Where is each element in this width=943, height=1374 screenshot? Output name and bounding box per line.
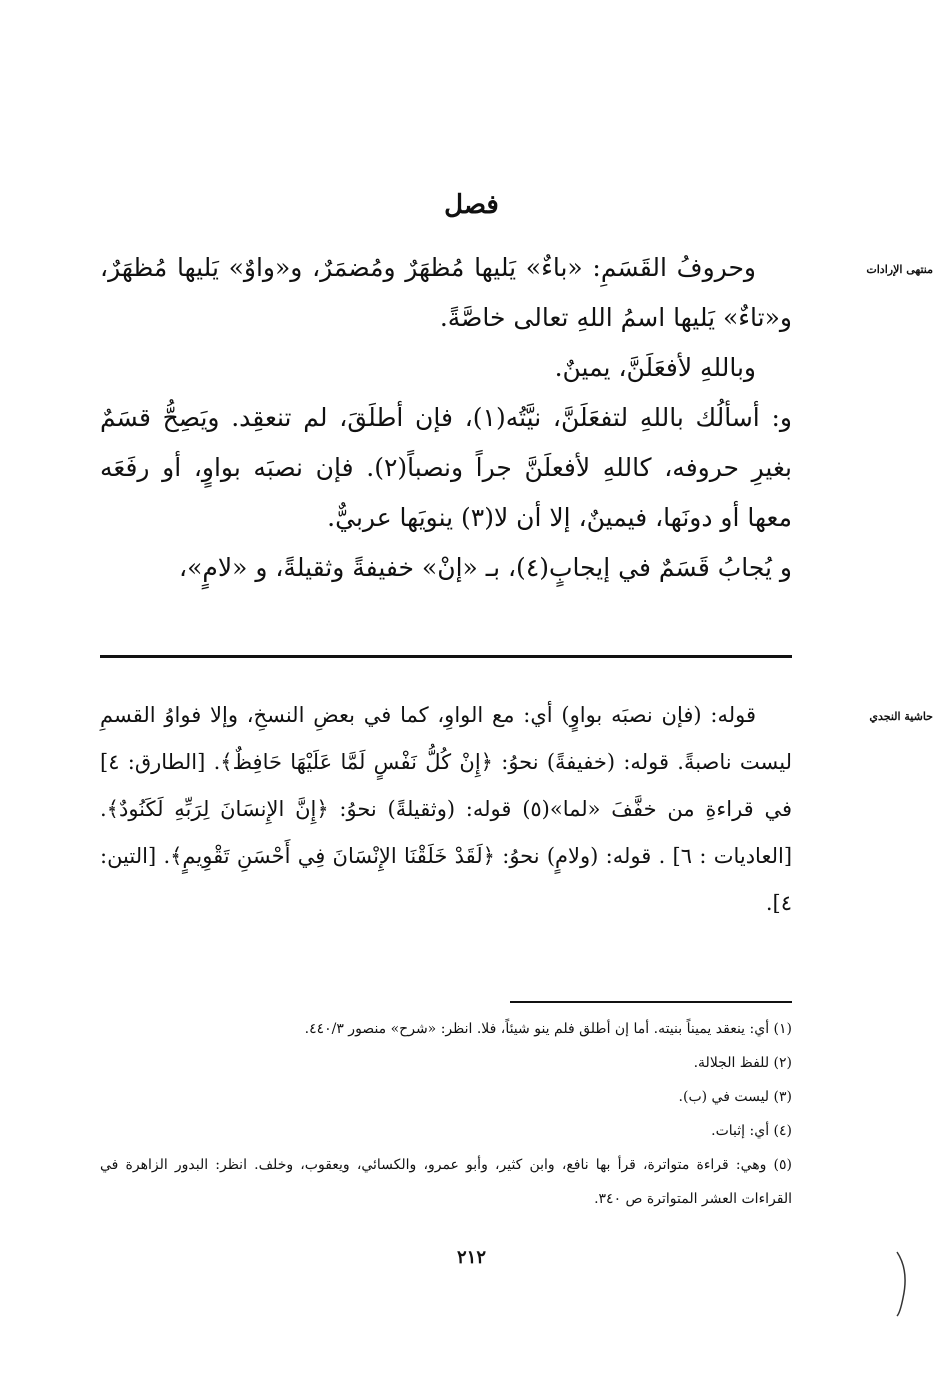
main-paragraph-1: وحروفُ القَسَمِ: «باءٌ» يَليها مُظهَرٌ ومُضمَرٌ، و«واوٌ» يَليها مُظهَرٌ، و«تاءٌ» يَليها اسمُ اللهِ تعالى خاصَّةً. [100,253,792,332]
main-paragraph-4: و يُجابُ قَسَمٌ في إيجابٍ(٤)، بـ «إنْ» خفيفةً وثقيلةً، و «لامٍ»، [179,553,792,582]
main-paragraph-2: وباللهِ لأفعَلَنَّ، يمينٌ. [554,353,756,382]
footnotes [100,1012,792,1216]
side-label-source: منتهى الإرادات [866,263,933,276]
page-number: ٢١٢ [456,1247,486,1268]
section-heading: فصل [444,190,499,220]
page-edge-mark [893,1250,911,1318]
footnote-4: (٤) أي: إثبات. [711,1123,792,1139]
commentary-paragraph: قوله: (فإن نصبَه بواوٍ) أي: مع الواوِ، كما في بعضِ النسخِ، وإلا فواوُ القسمِ ليست ناصبةً. قوله: (خفيفةً) نحوُ: ﴿إِنْ كُلُّ نَفْسٍ لَمَّا عَلَيْهَا حَافِظٌ﴾. [الطارق: ٤] في قراءةِ من خفَّفَ «لما»(٥) قوله: (وثقيلةً) نحوُ: ﴿إِنَّ الإِنسَانَ لِرَبِّهِ لَكَنُودٌ﴾. [العاديات : ٦] . قوله: (ولامٍ) نحوُ: ﴿لَقَدْ خَلَقْنَا الإِنْسَانَ فِي أَحْسَنِ تَقْوِيمٍ﴾. [التين: ٤]. [100,703,793,915]
main-text [100,243,792,593]
footnote-1: (١) أي: ينعقد يميناً بنيته. أما إن أطلق فلم ينو شيئاً، فلا. انظر: «شرح» منصور ٤٤٠/٣. [304,1021,792,1037]
footnote-2: (٢) للفظ الجلالة. [693,1055,792,1071]
footnote-5: (٥) وهي: قراءة متواترة، قرأ بها نافع، وابن كثير، وأبو عمرو، والكسائي، ويعقوب، وخلف. انظر: البدور الزاهرة في القراءات العشر المتواترة ص ٣٤٠. [100,1157,792,1207]
footnote-3: (٣) ليست في (ب). [678,1089,792,1105]
commentary-text [100,692,792,927]
main-divider [100,655,792,658]
main-paragraph-3: و: أسألُك باللهِ لتفعَلَنَّ، نيَّتُه(١)، فإن أطلَقَ، لم تنعقِد. ويَصِحُّ قسَمٌ بغيرِ حروفه، كاللهِ لأفعلَنَّ جراً ونصباً(٢). فإن نصبَه بواوٍ، أو رفَعَه معها أو دونَها، فيمينٌ، إلا أن لا(٣) ينويَها عربيٌّ. [100,403,792,532]
footnote-divider [510,1001,792,1003]
side-label-commentary: حاشية النجدي [869,710,933,723]
